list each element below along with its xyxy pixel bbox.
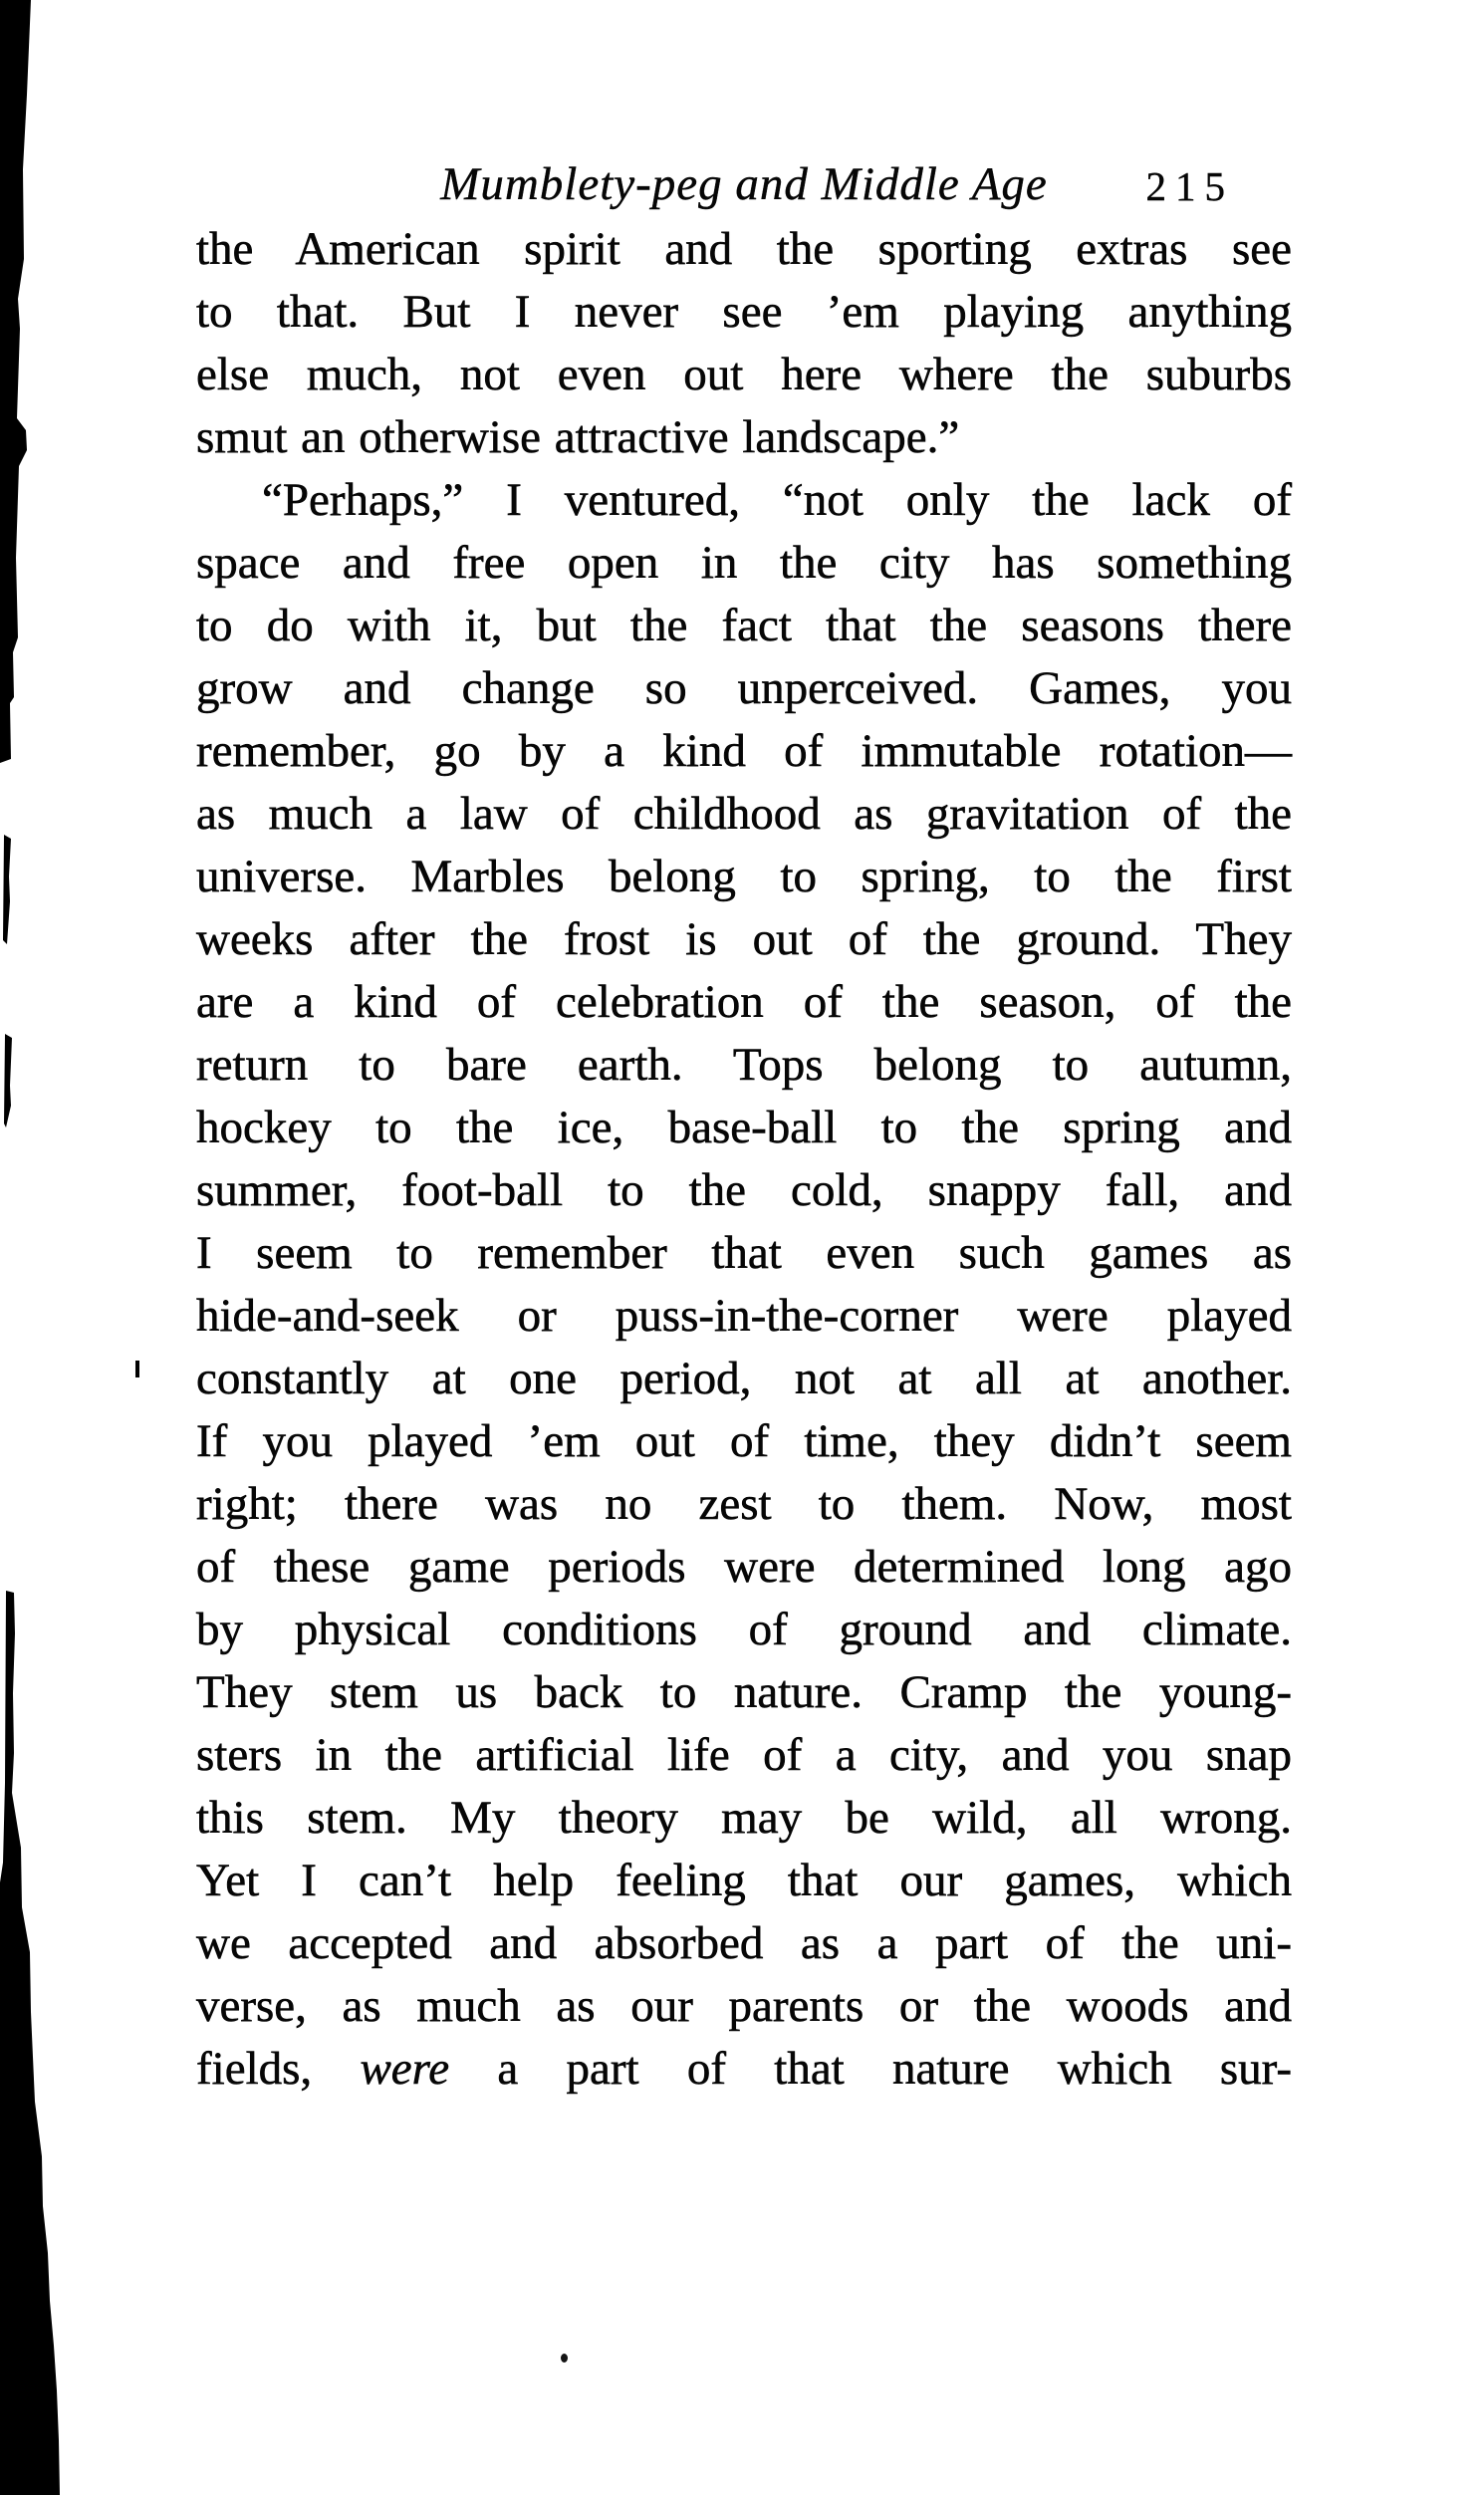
binding-shadow-artifact bbox=[0, 0, 159, 2495]
text-line: summer, foot-ball to the cold, snappy fall, and bbox=[196, 1164, 1292, 1216]
text-line: “Perhaps,” I ventured, “not only the lack of bbox=[262, 474, 1292, 526]
text-line: universe. Marbles belong to spring, to the first bbox=[196, 851, 1292, 902]
text-line: remember, go by a kind of immutable rotation— bbox=[196, 725, 1292, 777]
text-line: If you played ’em out of time, they didn’t seem bbox=[196, 1415, 1292, 1467]
text-line: this stem. My theory may be wild, all wrong. bbox=[196, 1792, 1292, 1844]
text-line: the American spirit and the sporting extras see bbox=[196, 223, 1292, 275]
body-text bbox=[196, 218, 1292, 2101]
text-line: weeks after the frost is out of the ground. They bbox=[196, 913, 1292, 965]
text-line: sters in the artificial life of a city, and you snap bbox=[196, 1729, 1292, 1781]
text-line: by physical conditions of ground and climate. bbox=[196, 1604, 1292, 1655]
text-segment: a part of that nature which sur- bbox=[449, 2043, 1292, 2095]
margin-tick bbox=[135, 1361, 139, 1377]
text-line: of these game periods were determined long ago bbox=[196, 1541, 1292, 1593]
text-line: else much, not even out here where the suburbs bbox=[196, 349, 1292, 400]
page-title: Mumblety-peg and Middle Age bbox=[440, 158, 1048, 210]
text-line: Yet I can’t help feeling that our games, which bbox=[196, 1855, 1292, 1906]
text-line: are a kind of celebration of the season, of the bbox=[196, 976, 1292, 1028]
running-head bbox=[196, 157, 1292, 217]
text-line: as much a law of childhood as gravitation of the bbox=[196, 788, 1292, 840]
text-line: return to bare earth. Tops belong to autumn, bbox=[196, 1039, 1292, 1091]
text-line: to do with it, but the fact that the seasons there bbox=[196, 600, 1292, 651]
text-line: grow and change so unperceived. Games, you bbox=[196, 662, 1292, 714]
text-line: we accepted and absorbed as a part of the uni- bbox=[196, 1917, 1292, 1969]
text-line: space and free open in the city has something bbox=[196, 537, 1292, 589]
text-segment: fields, bbox=[196, 2043, 361, 2095]
text-line-with-italic bbox=[196, 2038, 1292, 2101]
text-line: hockey to the ice, base-ball to the spring and bbox=[196, 1102, 1292, 1153]
text-line: I seem to remember that even such games as bbox=[196, 1227, 1292, 1279]
text-line: to that. But I never see ’em playing anything bbox=[196, 286, 1292, 338]
italic-word: were bbox=[360, 2043, 450, 2095]
page-number: 215 bbox=[1145, 163, 1234, 209]
text-line: They stem us back to nature. Cramp the young- bbox=[196, 1666, 1292, 1718]
text-line: right; there was no zest to them. Now, most bbox=[196, 1478, 1292, 1530]
text-line: verse, as much as our parents or the woods and bbox=[196, 1980, 1292, 2032]
text-line: constantly at one period, not at all at another. bbox=[196, 1353, 1292, 1404]
text-line: smut an otherwise attractive landscape.” bbox=[196, 411, 960, 463]
ink-speck bbox=[561, 2354, 568, 2363]
text-line: hide-and-seek or puss-in-the-corner were played bbox=[196, 1290, 1292, 1342]
